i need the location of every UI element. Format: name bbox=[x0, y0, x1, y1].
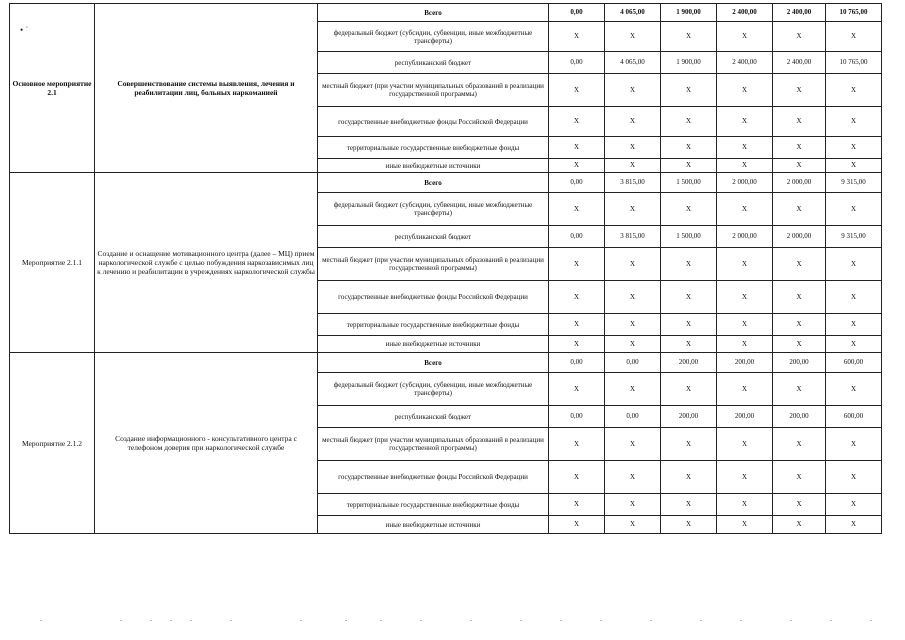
amount-cell: 0,00 bbox=[549, 226, 605, 248]
amount-cell: X bbox=[773, 159, 826, 173]
amount-cell: X bbox=[826, 248, 882, 281]
noise-dot bbox=[650, 620, 652, 621]
amount-cell: 0,00 bbox=[605, 353, 661, 373]
amount-cell: X bbox=[773, 516, 826, 534]
amount-cell: 9 315,00 bbox=[826, 226, 882, 248]
amount-cell: X bbox=[549, 314, 605, 336]
amount-cell: X bbox=[717, 281, 773, 314]
amount-cell: 600,00 bbox=[826, 406, 882, 428]
amount-cell: X bbox=[605, 494, 661, 516]
funding-source: федеральный бюджет (субсидии, субвенции, иные межбюджетные трансферты) bbox=[318, 22, 549, 52]
amount-cell: 10 765,00 bbox=[826, 52, 882, 74]
amount-cell: X bbox=[605, 314, 661, 336]
amount-cell: 2 400,00 bbox=[717, 52, 773, 74]
amount-cell: X bbox=[605, 461, 661, 494]
noise-dot bbox=[740, 620, 742, 621]
amount-cell: X bbox=[661, 336, 717, 353]
funding-source: местный бюджет (при участии муниципальных образований в реализации государственной программы) bbox=[318, 248, 549, 281]
amount-cell: X bbox=[826, 373, 882, 406]
amount-cell: 200,00 bbox=[661, 353, 717, 373]
amount-cell: X bbox=[549, 428, 605, 461]
amount-cell: X bbox=[826, 314, 882, 336]
amount-cell: X bbox=[605, 193, 661, 226]
funding-source: Всего bbox=[318, 4, 549, 22]
amount-cell: X bbox=[826, 74, 882, 107]
amount-cell: 0,00 bbox=[549, 173, 605, 193]
amount-cell: X bbox=[661, 193, 717, 226]
amount-cell: X bbox=[549, 281, 605, 314]
table-row bbox=[10, 4, 882, 22]
noise-dot bbox=[560, 620, 562, 621]
amount-cell: X bbox=[717, 74, 773, 107]
amount-cell: X bbox=[661, 314, 717, 336]
noise-dot bbox=[520, 620, 522, 621]
amount-cell: X bbox=[717, 428, 773, 461]
amount-cell: X bbox=[605, 516, 661, 534]
amount-cell: X bbox=[717, 336, 773, 353]
amount-cell: X bbox=[826, 281, 882, 314]
amount-cell: X bbox=[605, 159, 661, 173]
amount-cell: X bbox=[549, 461, 605, 494]
amount-cell: 3 815,00 bbox=[605, 173, 661, 193]
amount-cell: X bbox=[826, 336, 882, 353]
amount-cell: X bbox=[661, 137, 717, 159]
funding-source: местный бюджет (при участии муниципальных образований в реализации государственной программы) bbox=[318, 74, 549, 107]
amount-cell: 2 000,00 bbox=[773, 226, 826, 248]
amount-cell: X bbox=[549, 193, 605, 226]
noise-dot bbox=[190, 620, 192, 621]
amount-cell: 2 400,00 bbox=[717, 4, 773, 22]
budget-table-body bbox=[10, 4, 882, 534]
measure-title: Создание информационного - консультативного центра с телефоном доверия при наркологической службе bbox=[95, 353, 318, 534]
amount-cell: 4 065,00 bbox=[605, 4, 661, 22]
amount-cell: X bbox=[717, 248, 773, 281]
amount-cell: 0,00 bbox=[605, 406, 661, 428]
amount-cell: X bbox=[826, 494, 882, 516]
funding-source: Всего bbox=[318, 173, 549, 193]
amount-cell: X bbox=[773, 107, 826, 137]
amount-cell: X bbox=[549, 336, 605, 353]
funding-source: республиканский бюджет bbox=[318, 406, 549, 428]
amount-cell: 2 400,00 bbox=[773, 52, 826, 74]
amount-cell: 2 000,00 bbox=[717, 173, 773, 193]
amount-cell: X bbox=[605, 137, 661, 159]
amount-cell: 1 500,00 bbox=[661, 173, 717, 193]
funding-source: территориальные государственные внебюджетные фонды bbox=[318, 314, 549, 336]
amount-cell: 4 065,00 bbox=[605, 52, 661, 74]
amount-cell: X bbox=[661, 107, 717, 137]
funding-source: республиканский бюджет bbox=[318, 226, 549, 248]
amount-cell: X bbox=[826, 137, 882, 159]
measure-title: Создание и оснащение мотивационного центра (далее – МЦ) прием наркологической службе с целью побуждения наркозависимых лиц к лечению и реабилитации в учреждениях наркологической службы bbox=[95, 173, 318, 353]
amount-cell: X bbox=[717, 373, 773, 406]
noise-dot bbox=[380, 620, 382, 621]
noise-dot bbox=[700, 620, 702, 621]
amount-cell: X bbox=[661, 516, 717, 534]
funding-source: государственные внебюджетные фонды Российской Федерации bbox=[318, 281, 549, 314]
amount-cell: 200,00 bbox=[773, 353, 826, 373]
funding-source: федеральный бюджет (субсидии, субвенции, иные межбюджетные трансферты) bbox=[318, 193, 549, 226]
amount-cell: X bbox=[773, 22, 826, 52]
amount-cell: X bbox=[605, 74, 661, 107]
funding-source: республиканский бюджет bbox=[318, 52, 549, 74]
amount-cell: X bbox=[549, 248, 605, 281]
amount-cell: X bbox=[717, 22, 773, 52]
amount-cell: 200,00 bbox=[717, 353, 773, 373]
noise-dot bbox=[120, 620, 122, 621]
amount-cell: 200,00 bbox=[717, 406, 773, 428]
amount-cell: X bbox=[773, 314, 826, 336]
amount-cell: 2 000,00 bbox=[773, 173, 826, 193]
funding-source: Всего bbox=[318, 353, 549, 373]
measure-code: Мероприятие 2.1.2 bbox=[10, 353, 95, 534]
amount-cell: 3 815,00 bbox=[605, 226, 661, 248]
noise-dot bbox=[600, 620, 602, 621]
amount-cell: X bbox=[549, 159, 605, 173]
amount-cell: 600,00 bbox=[826, 353, 882, 373]
amount-cell: X bbox=[661, 281, 717, 314]
amount-cell: X bbox=[773, 281, 826, 314]
budget-table bbox=[9, 3, 882, 534]
amount-cell: X bbox=[661, 248, 717, 281]
funding-source: иные внебюджетные источники bbox=[318, 159, 549, 173]
amount-cell: X bbox=[826, 159, 882, 173]
noise-dot bbox=[790, 620, 792, 621]
noise-dot bbox=[150, 620, 152, 621]
noise-dot bbox=[40, 620, 42, 621]
funding-source: иные внебюджетные источники bbox=[318, 336, 549, 353]
amount-cell: X bbox=[605, 428, 661, 461]
amount-cell: X bbox=[549, 494, 605, 516]
amount-cell: X bbox=[661, 494, 717, 516]
amount-cell: X bbox=[605, 107, 661, 137]
amount-cell: X bbox=[661, 461, 717, 494]
amount-cell: X bbox=[717, 107, 773, 137]
amount-cell: 0,00 bbox=[549, 52, 605, 74]
amount-cell: X bbox=[661, 428, 717, 461]
table-row bbox=[10, 353, 882, 373]
amount-cell: X bbox=[773, 193, 826, 226]
funding-source: федеральный бюджет (субсидии, субвенции, иные межбюджетные трансферты) bbox=[318, 373, 549, 406]
amount-cell: X bbox=[605, 373, 661, 406]
amount-cell: X bbox=[826, 461, 882, 494]
funding-source: территориальные государственные внебюджетные фонды bbox=[318, 137, 549, 159]
amount-cell: X bbox=[773, 137, 826, 159]
amount-cell: 200,00 bbox=[661, 406, 717, 428]
amount-cell: X bbox=[661, 22, 717, 52]
amount-cell: X bbox=[717, 193, 773, 226]
amount-cell: 9 315,00 bbox=[826, 173, 882, 193]
amount-cell: X bbox=[549, 107, 605, 137]
funding-source: территориальные государственные внебюджетные фонды bbox=[318, 494, 549, 516]
scan-mark: • ˙ bbox=[20, 25, 29, 35]
amount-cell: X bbox=[549, 22, 605, 52]
amount-cell: 200,00 bbox=[773, 406, 826, 428]
amount-cell: X bbox=[773, 461, 826, 494]
amount-cell: X bbox=[773, 74, 826, 107]
noise-dot bbox=[230, 620, 232, 621]
amount-cell: X bbox=[717, 137, 773, 159]
amount-cell: X bbox=[717, 461, 773, 494]
noise-dot bbox=[345, 620, 347, 621]
amount-cell: 2 000,00 bbox=[717, 226, 773, 248]
funding-source: местный бюджет (при участии муниципальных образований в реализации государственной программы) bbox=[318, 428, 549, 461]
amount-cell: 2 400,00 bbox=[773, 4, 826, 22]
amount-cell: X bbox=[826, 428, 882, 461]
amount-cell: 1 900,00 bbox=[661, 52, 717, 74]
amount-cell: X bbox=[605, 281, 661, 314]
amount-cell: X bbox=[661, 159, 717, 173]
amount-cell: X bbox=[605, 22, 661, 52]
amount-cell: 1 900,00 bbox=[661, 4, 717, 22]
noise-dot bbox=[170, 620, 172, 621]
amount-cell: X bbox=[717, 314, 773, 336]
measure-title: Совершенствование системы выявления, лечения и реабилитации лиц, больных наркоманией bbox=[95, 4, 318, 173]
amount-cell: 0,00 bbox=[549, 4, 605, 22]
amount-cell: X bbox=[773, 494, 826, 516]
noise-dot bbox=[300, 620, 302, 621]
noise-dot bbox=[870, 620, 872, 621]
noise-dot bbox=[420, 620, 422, 621]
amount-cell: X bbox=[549, 373, 605, 406]
amount-cell: X bbox=[549, 516, 605, 534]
funding-source: государственные внебюджетные фонды Российской Федерации bbox=[318, 461, 549, 494]
funding-source: государственные внебюджетные фонды Российской Федерации bbox=[318, 107, 549, 137]
amount-cell: X bbox=[661, 74, 717, 107]
amount-cell: X bbox=[773, 336, 826, 353]
noise-dot bbox=[830, 620, 832, 621]
noise-dot bbox=[470, 620, 472, 621]
amount-cell: X bbox=[826, 107, 882, 137]
amount-cell: X bbox=[661, 373, 717, 406]
amount-cell: X bbox=[717, 494, 773, 516]
table-row bbox=[10, 173, 882, 193]
amount-cell: X bbox=[717, 516, 773, 534]
amount-cell: X bbox=[826, 516, 882, 534]
amount-cell: 0,00 bbox=[549, 353, 605, 373]
measure-code: Мероприятие 2.1.1 bbox=[10, 173, 95, 353]
amount-cell: X bbox=[826, 22, 882, 52]
amount-cell: X bbox=[717, 159, 773, 173]
scan-noise bbox=[0, 620, 905, 622]
amount-cell: X bbox=[773, 428, 826, 461]
amount-cell: 10 765,00 bbox=[826, 4, 882, 22]
funding-source: иные внебюджетные источники bbox=[318, 516, 549, 534]
amount-cell: X bbox=[605, 248, 661, 281]
amount-cell: X bbox=[549, 137, 605, 159]
measure-code: Основное мероприятие 2.1 bbox=[10, 4, 95, 173]
amount-cell: X bbox=[773, 373, 826, 406]
amount-cell: 0,00 bbox=[549, 406, 605, 428]
amount-cell: X bbox=[549, 74, 605, 107]
amount-cell: X bbox=[605, 336, 661, 353]
amount-cell: 1 500,00 bbox=[661, 226, 717, 248]
amount-cell: X bbox=[826, 193, 882, 226]
amount-cell: X bbox=[773, 248, 826, 281]
